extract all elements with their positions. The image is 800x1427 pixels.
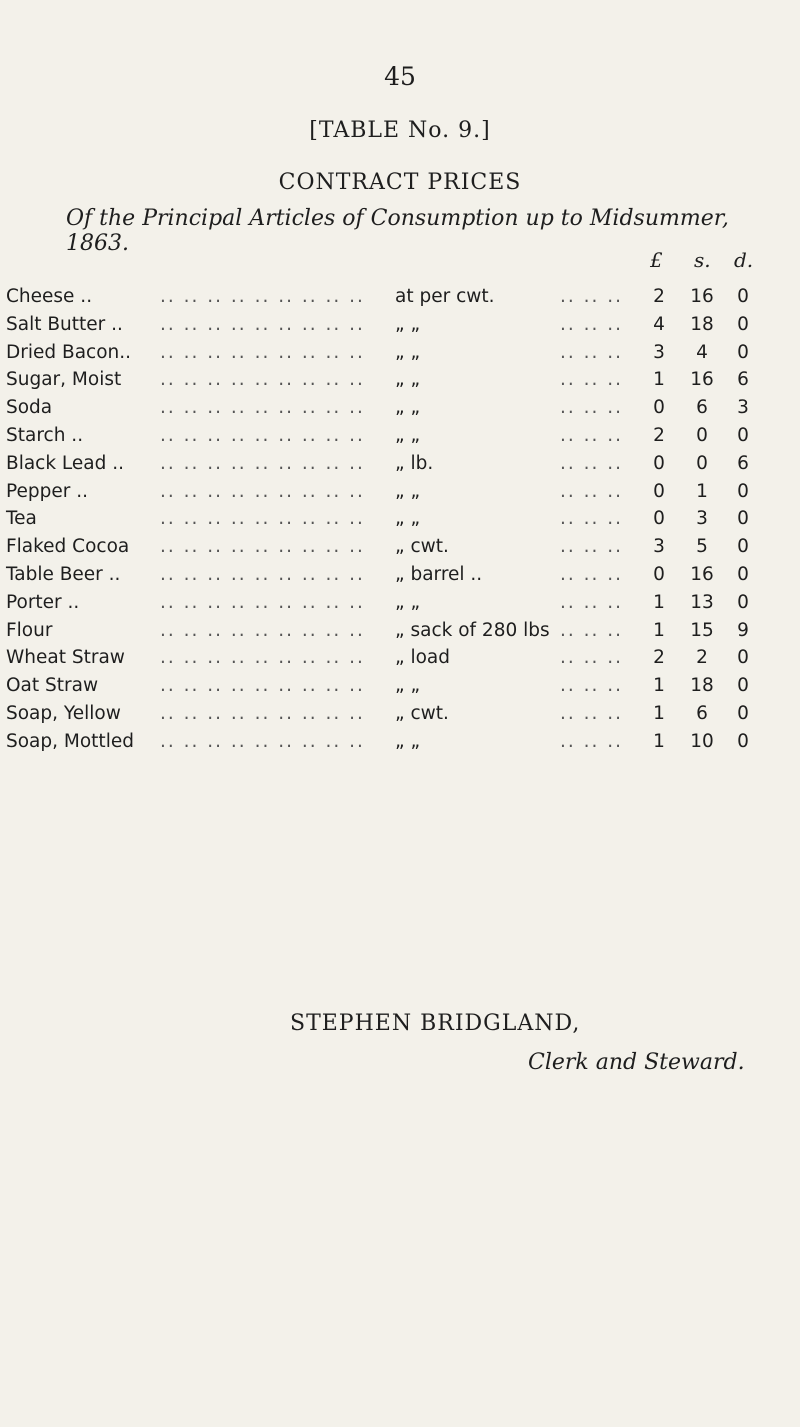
rate-unit: „ „ bbox=[395, 369, 421, 391]
table-row bbox=[0, 453, 800, 481]
rate-unit: „ „ bbox=[395, 591, 421, 613]
table-row bbox=[0, 536, 800, 564]
table-row bbox=[0, 369, 800, 397]
price-pence: 0 bbox=[737, 286, 749, 307]
price-pence: 0 bbox=[737, 536, 749, 558]
price-shillings: 16 bbox=[690, 286, 714, 307]
table-row bbox=[0, 592, 800, 620]
page-number: 45 bbox=[384, 62, 416, 91]
price-pence: 9 bbox=[737, 619, 749, 641]
price-shillings: 13 bbox=[690, 591, 714, 613]
leader-dots: .. .. .. bbox=[560, 480, 624, 502]
table-row bbox=[0, 564, 800, 592]
price-pence: 6 bbox=[737, 452, 749, 474]
price-pounds: 1 bbox=[653, 675, 665, 697]
table-row bbox=[0, 397, 800, 425]
price-pence: 0 bbox=[737, 702, 749, 724]
article-name: Pepper .. bbox=[6, 480, 88, 502]
price-shillings: 4 bbox=[696, 341, 708, 363]
price-pounds: 1 bbox=[653, 702, 665, 724]
price-pounds: 1 bbox=[653, 730, 665, 752]
price-pence: 0 bbox=[737, 563, 749, 585]
rate-unit: „ „ bbox=[395, 730, 421, 752]
leader-dots: .. .. .. .. .. .. .. .. .. bbox=[160, 341, 365, 363]
leader-dots: .. .. .. .. .. .. .. .. .. bbox=[160, 424, 365, 446]
price-pounds: 0 bbox=[653, 508, 665, 530]
leader-dots: .. .. .. .. .. .. .. .. .. bbox=[160, 563, 365, 585]
table-row bbox=[0, 647, 800, 675]
leader-dots: .. .. .. .. .. .. .. .. .. bbox=[160, 536, 365, 558]
price-shillings: 18 bbox=[690, 313, 714, 335]
article-name: Porter .. bbox=[6, 591, 80, 613]
leader-dots: .. .. .. bbox=[560, 675, 624, 697]
rate-unit: „ „ bbox=[395, 480, 421, 502]
leader-dots: .. .. .. .. .. .. .. .. .. bbox=[160, 286, 365, 307]
article-name: Salt Butter .. bbox=[6, 313, 123, 335]
leader-dots: .. .. .. .. .. .. .. .. .. bbox=[160, 508, 365, 530]
rate-unit: „ sack of 280 lbs bbox=[395, 619, 550, 641]
table-row bbox=[0, 286, 800, 314]
price-pounds: 3 bbox=[653, 536, 665, 558]
price-pounds: 4 bbox=[653, 313, 665, 335]
table-label: [TABLE No. 9.] bbox=[309, 118, 491, 143]
article-name: Table Beer .. bbox=[6, 563, 121, 585]
leader-dots: .. .. .. bbox=[560, 536, 624, 558]
rate-unit: „ barrel .. bbox=[395, 563, 483, 585]
price-pounds: 1 bbox=[653, 619, 665, 641]
leader-dots: .. .. .. .. .. .. .. .. .. bbox=[160, 675, 365, 697]
price-pence: 0 bbox=[737, 480, 749, 502]
rate-unit: „ cwt. bbox=[395, 702, 449, 724]
table-row bbox=[0, 481, 800, 509]
leader-dots: .. .. .. .. .. .. .. .. .. bbox=[160, 647, 365, 669]
article-name: Black Lead .. bbox=[6, 452, 125, 474]
price-pounds: 0 bbox=[653, 480, 665, 502]
article-name: Tea bbox=[6, 508, 37, 530]
price-shillings: 2 bbox=[696, 647, 708, 669]
leader-dots: .. .. .. bbox=[560, 702, 624, 724]
table-row bbox=[0, 425, 800, 453]
leader-dots: .. .. .. .. .. .. .. .. .. bbox=[160, 730, 365, 752]
signer-role: Clerk and Steward. bbox=[528, 1050, 745, 1075]
leader-dots: .. .. .. bbox=[560, 397, 624, 419]
price-pounds: 2 bbox=[653, 286, 665, 307]
leader-dots: .. .. .. bbox=[560, 508, 624, 530]
price-pounds: 0 bbox=[653, 563, 665, 585]
article-name: Dried Bacon.. bbox=[6, 341, 132, 363]
leader-dots: .. .. .. .. .. .. .. .. .. bbox=[160, 480, 365, 502]
leader-dots: .. .. .. .. .. .. .. .. .. bbox=[160, 397, 365, 419]
price-shillings: 1 bbox=[696, 480, 708, 502]
price-pence: 0 bbox=[737, 313, 749, 335]
price-pence: 0 bbox=[737, 675, 749, 697]
rate-unit: „ „ bbox=[395, 313, 421, 335]
signer-name: STEPHEN BRIDGLAND, bbox=[290, 1011, 581, 1036]
leader-dots: .. .. .. .. .. .. .. .. .. bbox=[160, 619, 365, 641]
price-pence: 0 bbox=[737, 591, 749, 613]
leader-dots: .. .. .. bbox=[560, 647, 624, 669]
leader-dots: .. .. .. .. .. .. .. .. .. bbox=[160, 369, 365, 391]
table-row bbox=[0, 314, 800, 342]
price-pounds: 1 bbox=[653, 591, 665, 613]
article-name: Sugar, Moist bbox=[6, 369, 122, 391]
price-shillings: 16 bbox=[690, 369, 714, 391]
article-name: Flour bbox=[6, 619, 53, 641]
price-pence: 0 bbox=[737, 647, 749, 669]
leader-dots: .. .. .. bbox=[560, 452, 624, 474]
article-name: Soda bbox=[6, 397, 53, 419]
table-row bbox=[0, 620, 800, 648]
leader-dots: .. .. .. bbox=[560, 286, 624, 307]
col-head-shillings: s. bbox=[694, 248, 711, 272]
price-shillings: 0 bbox=[696, 452, 708, 474]
rate-unit: „ load bbox=[395, 647, 451, 669]
leader-dots: .. .. .. bbox=[560, 313, 624, 335]
rate-unit: at per cwt. bbox=[395, 286, 495, 307]
rate-unit: „ lb. bbox=[395, 452, 434, 474]
article-name: Wheat Straw bbox=[6, 647, 125, 669]
leader-dots: .. .. .. .. .. .. .. .. .. bbox=[160, 702, 365, 724]
price-shillings: 15 bbox=[690, 619, 714, 641]
price-pence: 3 bbox=[737, 397, 749, 419]
leader-dots: .. .. .. bbox=[560, 730, 624, 752]
price-pence: 0 bbox=[737, 508, 749, 530]
article-name: Cheese .. bbox=[6, 286, 93, 307]
table-row bbox=[0, 508, 800, 536]
rate-unit: „ „ bbox=[395, 508, 421, 530]
price-shillings: 6 bbox=[696, 397, 708, 419]
rate-unit: „ cwt. bbox=[395, 536, 449, 558]
leader-dots: .. .. .. bbox=[560, 563, 624, 585]
price-pounds: 2 bbox=[653, 647, 665, 669]
article-name: Flaked Cocoa bbox=[6, 536, 130, 558]
table-row bbox=[0, 731, 800, 759]
price-pounds: 1 bbox=[653, 369, 665, 391]
price-shillings: 10 bbox=[690, 730, 714, 752]
col-head-pence: d. bbox=[734, 248, 754, 272]
page-title: CONTRACT PRICES bbox=[278, 170, 522, 195]
article-name: Starch .. bbox=[6, 424, 84, 446]
price-pounds: 3 bbox=[653, 341, 665, 363]
price-pounds: 0 bbox=[653, 452, 665, 474]
price-shillings: 5 bbox=[696, 536, 708, 558]
price-pence: 0 bbox=[737, 730, 749, 752]
rate-unit: „ „ bbox=[395, 675, 421, 697]
table-row bbox=[0, 675, 800, 703]
leader-dots: .. .. .. bbox=[560, 341, 624, 363]
article-name: Soap, Yellow bbox=[6, 702, 121, 724]
subtitle: Of the Principal Articles of Consumption up to Midsummer, 1863. bbox=[66, 206, 729, 256]
article-name: Oat Straw bbox=[6, 675, 99, 697]
rate-unit: „ „ bbox=[395, 341, 421, 363]
leader-dots: .. .. .. .. .. .. .. .. .. bbox=[160, 313, 365, 335]
leader-dots: .. .. .. bbox=[560, 424, 624, 446]
price-shillings: 0 bbox=[696, 424, 708, 446]
rate-unit: „ „ bbox=[395, 397, 421, 419]
table-row bbox=[0, 342, 800, 370]
leader-dots: .. .. .. bbox=[560, 619, 624, 641]
price-pounds: 2 bbox=[653, 424, 665, 446]
article-name: Soap, Mottled bbox=[6, 730, 134, 752]
price-pounds: 0 bbox=[653, 397, 665, 419]
col-head-pounds: £ bbox=[650, 248, 663, 272]
price-pence: 0 bbox=[737, 424, 749, 446]
leader-dots: .. .. .. .. .. .. .. .. .. bbox=[160, 452, 365, 474]
price-pence: 6 bbox=[737, 369, 749, 391]
table-row bbox=[0, 703, 800, 731]
leader-dots: .. .. .. bbox=[560, 591, 624, 613]
price-pence: 0 bbox=[737, 341, 749, 363]
price-shillings: 18 bbox=[690, 675, 714, 697]
leader-dots: .. .. .. .. .. .. .. .. .. bbox=[160, 591, 365, 613]
price-shillings: 3 bbox=[696, 508, 708, 530]
price-shillings: 16 bbox=[690, 563, 714, 585]
leader-dots: .. .. .. bbox=[560, 369, 624, 391]
rate-unit: „ „ bbox=[395, 424, 421, 446]
price-table bbox=[0, 286, 800, 759]
price-shillings: 6 bbox=[696, 702, 708, 724]
